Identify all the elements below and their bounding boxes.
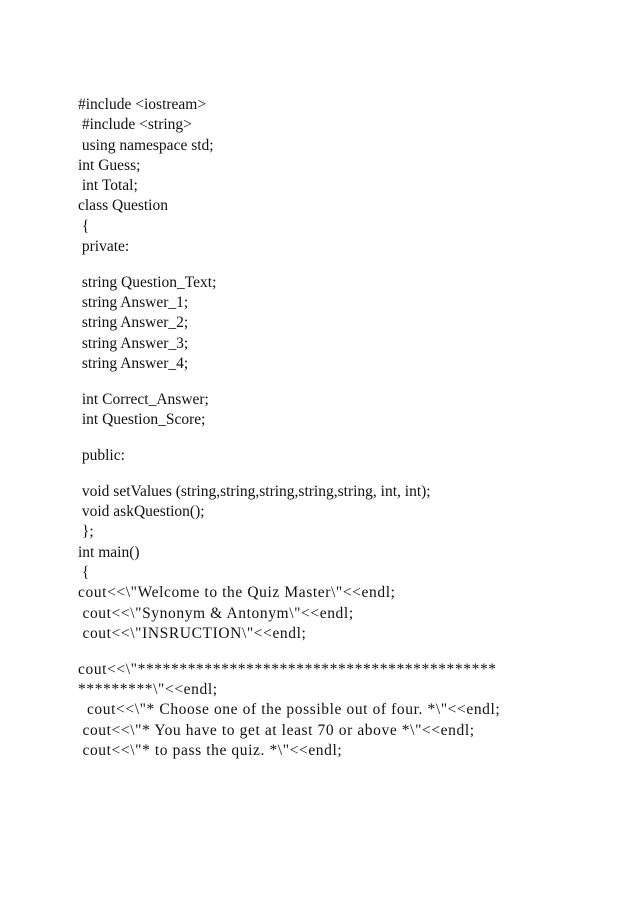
code-line: public:: [78, 446, 125, 464]
code-line: using namespace std;: [78, 136, 214, 154]
code-line: string Answer_4;: [78, 355, 189, 373]
code-line: {: [78, 217, 90, 235]
code-line: {: [78, 563, 90, 581]
code-line: cout<<\"INSRUCTION\"<<endl;: [78, 624, 307, 642]
code-line: int Total;: [78, 177, 138, 195]
code-line: void setValues (string,string,string,string,string, int, int);: [78, 482, 431, 500]
code-line: string Answer_3;: [78, 334, 189, 352]
code-line: #include <iostream>: [78, 96, 207, 113]
code-line: cout<<\"Synonym & Antonym\"<<endl;: [78, 604, 354, 622]
code-line: int Correct_Answer;: [78, 390, 209, 408]
blank-line: [78, 466, 598, 482]
code-line: private:: [78, 238, 130, 256]
code-line: int main(): [78, 543, 140, 561]
code-listing: [78, 95, 598, 761]
code-line: string Answer_1;: [78, 294, 189, 312]
code-line: cout<<\"* Choose one of the possible out of four. *\"<<endl;: [78, 701, 501, 719]
code-line: string Question_Text;: [78, 273, 217, 291]
blank-line: [78, 430, 598, 446]
code-line: cout<<\"Welcome to the Quiz Master\"<<endl;: [78, 584, 396, 602]
code-line: *********\"<<endl;: [78, 680, 218, 698]
code-line: int Guess;: [78, 156, 141, 174]
code-line: #include <string>: [78, 116, 192, 134]
code-line: void askQuestion();: [78, 503, 205, 521]
code-line: cout<<\"* to pass the quiz. *\"<<endl;: [78, 741, 343, 759]
code-line: };: [78, 523, 94, 541]
blank-line: [78, 374, 598, 390]
code-line: string Answer_2;: [78, 314, 189, 332]
code-line: cout<<\"* You have to get at least 70 or above *\"<<endl;: [78, 721, 475, 739]
code-line: class Question: [78, 197, 168, 215]
code-line: cout<<\"*******************************************: [78, 660, 497, 678]
blank-line: [78, 257, 598, 273]
blank-line: [78, 644, 598, 660]
code-line: int Question_Score;: [78, 411, 206, 429]
